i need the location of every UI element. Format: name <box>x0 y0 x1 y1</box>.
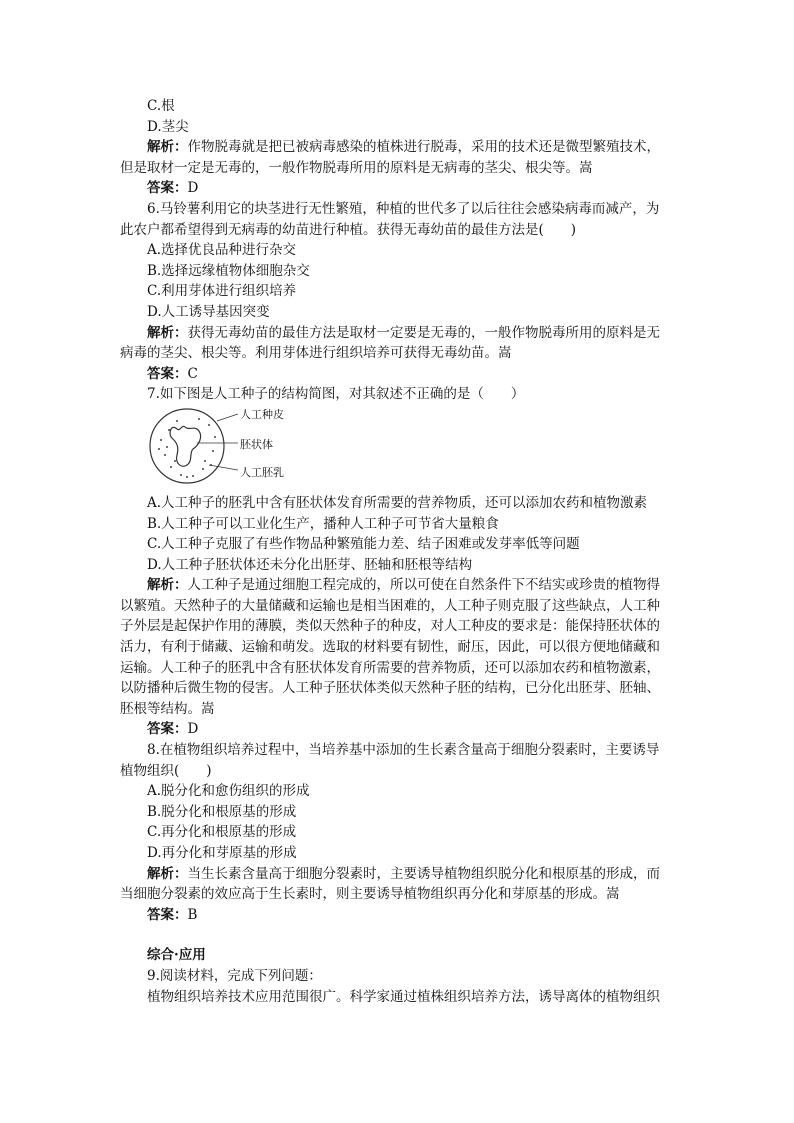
q7-option-d: D.人工种子胚状体还未分化出胚芽、胚轴和胚根等结构 <box>147 556 473 573</box>
q8-analysis-line-2: 当细胞分裂素的效应高于生长素时，则主要诱导植物组织再分化和芽原基的形成。嵩 <box>120 886 620 903</box>
document-body <box>120 96 677 1007</box>
section-title: 综合·应用 <box>147 947 206 964</box>
q6-analysis-line-2: 病毒的茎尖、根尖等。利用芽体进行组织培养可获得无毒幼苗。嵩 <box>120 345 512 362</box>
q9-stem: 9.阅读材料，完成下列问题： <box>147 967 322 984</box>
q5-option-c: C.根 <box>147 98 175 114</box>
q6-option-d: D.人工诱导基因突变 <box>147 303 270 320</box>
q7-analysis-line-7: 胚根等结构。嵩 <box>120 700 215 717</box>
q5-analysis-line-1: 解析：作物脱毒就是把已被病毒感染的植株进行脱毒，采用的技术还是微型繁殖技术， <box>147 139 660 156</box>
label-artificial-seed-coat: 人工种皮 <box>240 407 284 421</box>
answer-label: 答案： <box>147 180 188 197</box>
q8-analysis-line-1: 解析：当生长素含量高于细胞分裂素时，主要诱导植物组织脱分化和根原基的形成，而 <box>147 865 660 882</box>
q7-analysis-line-5: 运输。人工种子的胚乳中含有胚状体发育所需要的营养物质，还可以添加农药和植物激素， <box>120 659 660 676</box>
mark: 嵩 <box>606 886 620 903</box>
q8-answer: 答案：B <box>147 906 198 923</box>
q7-analysis-line-6: 以防播种后微生物的侵害。人工种子胚状体类似天然种子胚的结构，已分化出胚芽、胚轴、 <box>120 680 660 697</box>
q6-answer: 答案：C <box>147 365 198 382</box>
q5-analysis-line-2: 但是取材一定是无毒的，一般作物脱毒所用的原料是无病毒的茎尖、根尖等。嵩 <box>120 159 593 176</box>
q7-option-b: B.人工种子可以工业化生产，播种人工种子可节省大量粮食 <box>147 515 499 532</box>
q6-stem-line-2: 此农户都希望得到无病毒的幼苗进行种植。获得无毒幼苗的最佳方法是( ) <box>120 221 577 238</box>
q7-option-c: C.人工种子克服了有些作物品种繁殖能力差、结子困难或发芽率低等问题 <box>147 536 580 553</box>
analysis-label: 解析： <box>147 324 188 341</box>
q8-stem-line-1: 8.在植物组织培养过程中，当培养基中添加的生长素含量高于细胞分裂素时，主要诱导 <box>147 742 660 759</box>
answer-label: 答案： <box>147 365 188 382</box>
answer-label: 答案： <box>147 906 188 923</box>
artificial-seed-figure <box>147 407 447 485</box>
analysis-label: 解析： <box>147 577 188 594</box>
q5-option-d: D.茎尖 <box>147 118 189 135</box>
q6-option-b: B.选择远缘植物体细胞杂交 <box>147 262 310 279</box>
q7-analysis-line-4: 活力，有利于储藏、运输和萌发。选取的材料要有韧性，耐压，因此，可以很方便地储藏和 <box>120 639 660 656</box>
q7-analysis-line-3: 子外层是起保护作用的薄膜，类似天然种子的种皮，对人工种皮的要求是：能保持胚状体的 <box>120 618 660 635</box>
q8-option-c: C.再分化和根原基的形成 <box>147 824 297 841</box>
mark: 嵩 <box>201 700 215 717</box>
q8-option-a: A.脱分化和愈伤组织的形成 <box>147 783 310 800</box>
artificial-seed-diagram <box>147 407 447 485</box>
q8-option-d: D.再分化和芽原基的形成 <box>147 845 297 861</box>
q6-option-a: A.选择优良品种进行杂交 <box>147 242 297 259</box>
q7-option-a: A.人工种子的胚乳中含有胚状体发育所需要的营养物质，还可以添加农药和植物激素 <box>147 494 648 511</box>
q5-answer: 答案：D <box>147 180 199 197</box>
label-embryoid: 胚状体 <box>240 437 273 451</box>
q7-analysis-line-1: 解析：人工种子是通过细胞工程完成的，所以可使在自然条件下不结实或珍贵的植物得 <box>147 577 660 594</box>
answer-label: 答案： <box>147 721 188 738</box>
analysis-label: 解析： <box>147 139 188 156</box>
label-artificial-endosperm: 人工胚乳 <box>240 465 284 479</box>
q7-stem: 7.如下图是人工种子的结构简图，对其叙述不正确的是（ ） <box>147 386 525 403</box>
analysis-label: 解析： <box>147 865 188 882</box>
q8-option-b: B.脱分化和根原基的形成 <box>147 803 297 820</box>
q9-material-line-1: 植物组织培养技术应用范围很广。科学家通过植株组织培养方法，诱导离体的植物组织 <box>147 988 660 1005</box>
q8-stem-line-2: 植物组织( ) <box>120 762 212 779</box>
q7-answer: 答案：D <box>147 721 199 738</box>
q6-option-c: C.利用芽体进行组织培养 <box>147 283 297 300</box>
q6-stem-line-1: 6.马铃薯利用它的块茎进行无性繁殖，种植的世代多了以后往往会感染病毒而减产，为 <box>147 200 660 217</box>
q6-analysis-line-1: 解析：获得无毒幼苗的最佳方法是取材一定要是无毒的，一般作物脱毒所用的原料是无 <box>147 324 660 341</box>
q7-analysis-line-2: 以繁殖。天然种子的大量储藏和运输也是相当困难的，人工种子则克服了这些缺点，人工种 <box>120 597 660 614</box>
mark: 嵩 <box>498 345 512 362</box>
mark: 嵩 <box>579 159 593 176</box>
